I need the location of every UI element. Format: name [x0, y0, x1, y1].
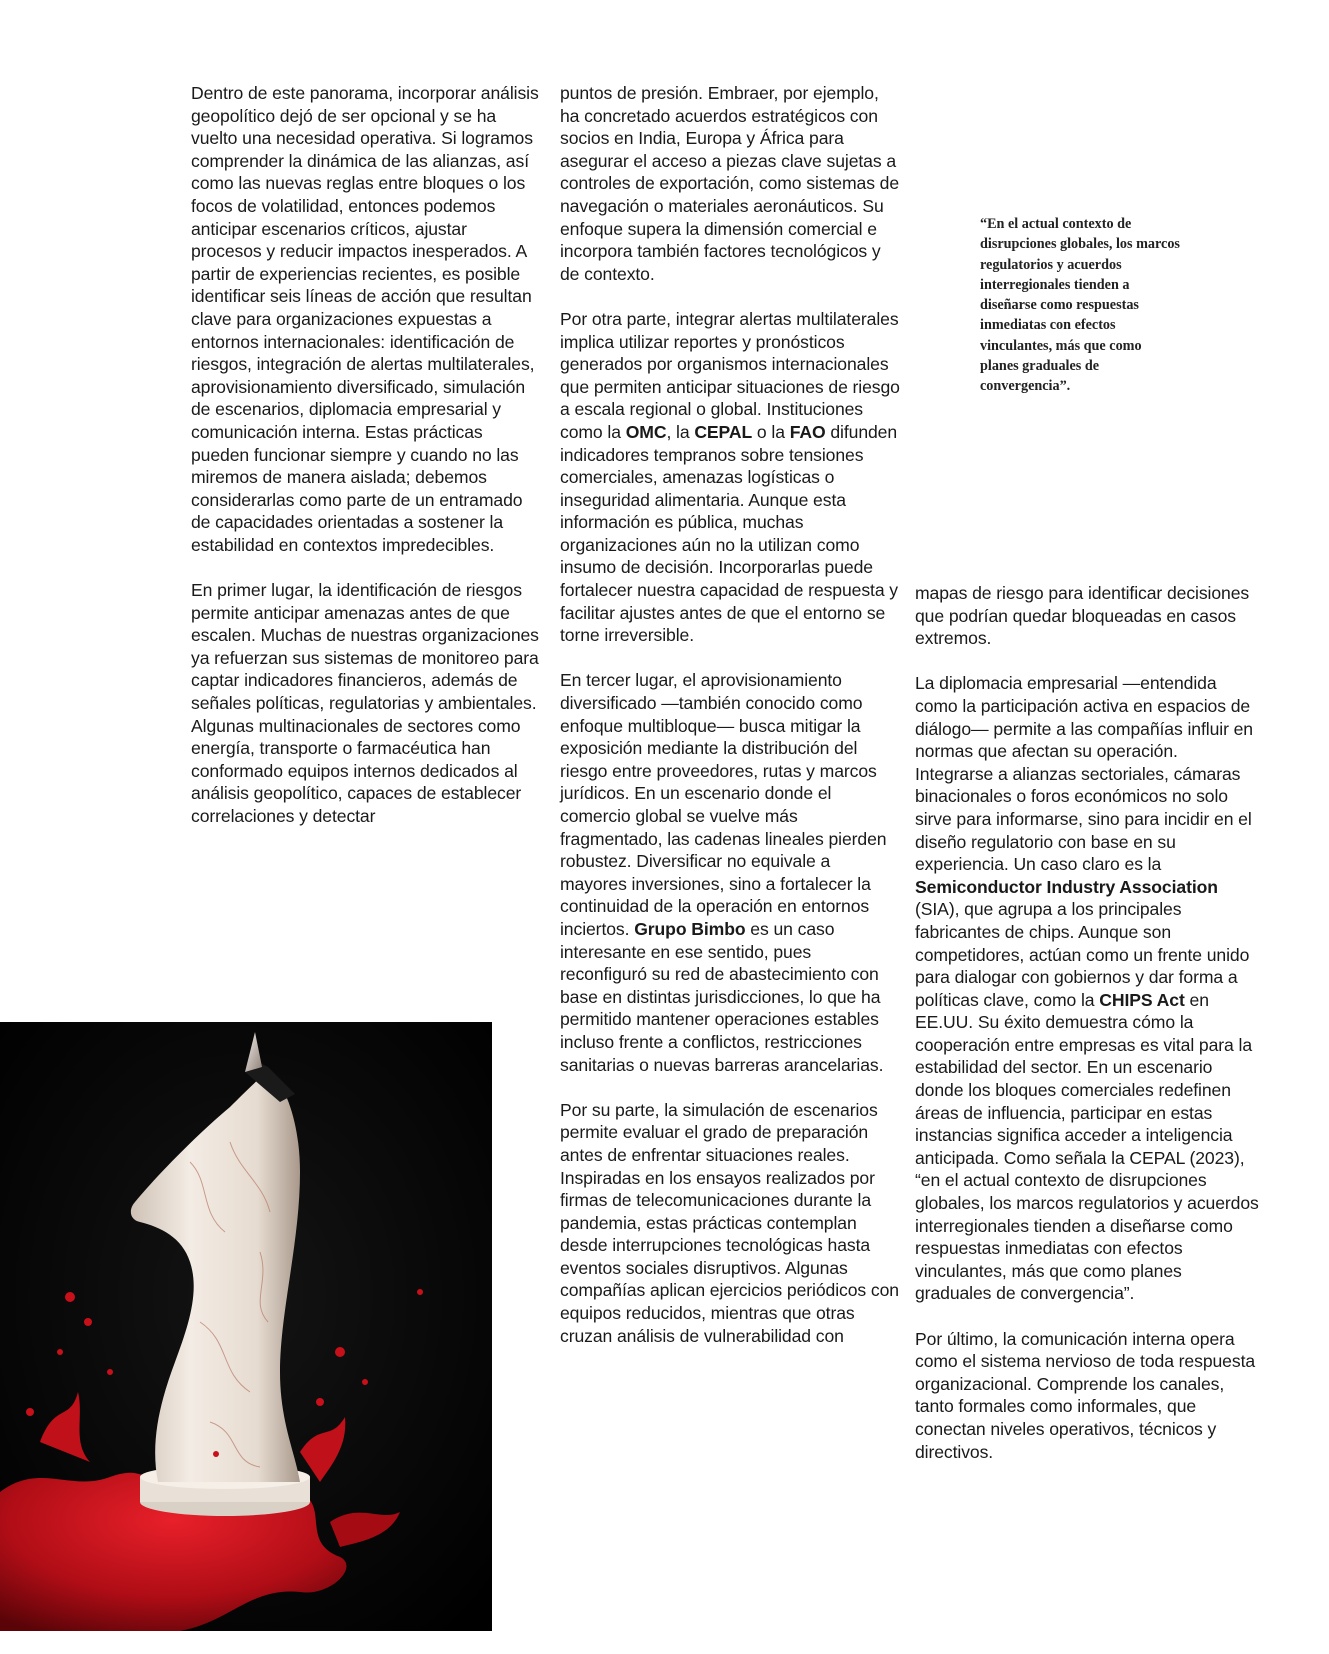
org-name-sia: Semiconductor Industry Association — [915, 876, 1218, 897]
paragraph: En primer lugar, la identificación de riesgos permite anticipar amenazas antes de que escalen. Muchas de nuestras organizaciones ya refuerzan sus sistemas de monitoreo para captar indicadores financieros, además de señales políticas, regulatorias y ambientales. Algunas multinacionales de sectores como energía, transporte o farmacéutica han conformado equipos internos dedicados al análisis geopolítico, capaces de establecer correlaciones y detectar — [191, 580, 539, 826]
article-column-3 — [915, 582, 1260, 1463]
pull-quote: “En el actual contexto de disrupciones globales, los marcos regulatorios y acuerdos interregionales tienden a diseñarse como respuestas inmediatas con efectos vinculantes, más que como planes graduales de convergencia”. — [980, 216, 1180, 395]
paragraph: Por otra parte, integrar alertas multilaterales implica utilizar reportes y pronósticos generados por organismos internacionales que permiten anticipar situaciones de riesgo a escala regional o global. Instituciones como la OMC, la CEPAL o la FAO difunden indicadores tempranos sobre tensiones comerciales, amenazas logísticas o inseguridad alimentaria. Aunque esta información es pública, muchas organizaciones aún no la utilizan como insumo de decisión. Incorporarlas puede fortalecer nuestra capacidad de respuesta y facilitar ajustes antes de que el entorno se torne irreversible. — [560, 308, 900, 646]
chess-knight-illustration — [0, 1022, 492, 1631]
law-name-chips-act: CHIPS Act — [1099, 989, 1185, 1010]
article-column-2 — [560, 82, 900, 1347]
article-column-1 — [191, 82, 541, 828]
company-name-bimbo: Grupo Bimbo — [634, 918, 746, 939]
paragraph: mapas de riesgo para identificar decisiones que podrían quedar bloqueadas en casos extremos. — [915, 583, 1250, 649]
paragraph: En tercer lugar, el aprovisionamiento diversificado —también conocido como enfoque multibloque— busca mitigar la exposición mediante la distribución del riesgo entre proveedores, rutas y marcos jurídicos. En un escenario donde el comercio global se vuelve más fragmentado, las cadenas lineales pierden robustez. Diversificar no equivale a mayores inversiones, sino a fortalecer la continuidad de la operación en entornos inciertos. Grupo Bimbo es un caso interesante en ese sentido, pues reconfiguró su red de abastecimiento con base en distintas jurisdicciones, lo que ha permitido mantener operaciones estables incluso frente a conflictos, restricciones sanitarias o nuevas barreras arancelarias. — [560, 670, 887, 1075]
org-name-fao: FAO — [789, 421, 826, 442]
paragraph: Dentro de este panorama, incorporar análisis geopolítico dejó de ser opcional y se ha vuelto una necesidad operativa. Si logramos comprender la dinámica de las alianzas, así como las nuevas reglas entre bloques o los focos de volatilidad, entonces podemos anticipar escenarios críticos, ajustar procesos y reducir impactos inesperados. A partir de experiencias recientes, es posible identificar seis líneas de acción que resultan clave para organizaciones expuestas a entornos internacionales: identificación de riesgos, integración de alertas multilaterales, aprovisionamiento diversificado, simulación de escenarios, diplomacia empresarial y comunicación interna. Estas prácticas pueden funcionar siempre y cuando no las miremos de manera aislada; debemos considerarlas como parte de un entramado de capacidades orientadas a sostener la estabilidad en contextos impredecibles. — [191, 83, 539, 555]
chess-knight-photo — [0, 1022, 492, 1631]
org-name-omc: OMC — [625, 421, 667, 442]
paragraph: La diplomacia empresarial —entendida como la participación activa en espacios de diálogo— permite a las compañías influir en normas que afectan su operación. Integrarse a alianzas sectoriales, cámaras binacionales o foros económicos no solo sirve para informarse, sino para incidir en el diseño regulatorio con base en su experiencia. Un caso claro es la Semiconductor Industry Association (SIA), que agrupa a los principales fabricantes de chips. Aunque son competidores, actúan como un frente unido para dialogar con gobiernos y dar forma a políticas clave, como la CHIPS Act en EE.UU. Su éxito demuestra cómo la cooperación entre empresas es vital para la estabilidad del sector. En un escenario donde los bloques comerciales redefinen áreas de influencia, participar en estas instancias significa acceder a inteligencia anticipada. Como señala la CEPAL (2023), “en el actual contexto de disrupciones globales, los marcos regulatorios y acuerdos interregionales tienden a diseñarse como respuestas inmediatas con efectos vinculantes, más que como planes graduales de convergencia”. — [915, 673, 1259, 1304]
org-name-cepal: CEPAL — [694, 421, 753, 442]
paragraph: puntos de presión. Embraer, por ejemplo, ha concretado acuerdos estratégicos con socios en India, Europa y África para asegurar el acceso a piezas clave sujetas a controles de exportación, como sistemas de navegación o materiales aeronáuticos. Su enfoque supera la dimensión comercial e incorpora también factores tecnológicos y de contexto. — [560, 83, 900, 284]
paragraph: Por su parte, la simulación de escenarios permite evaluar el grado de preparación antes de enfrentar situaciones reales. Inspiradas en los ensayos realizados por firmas de telecomunicaciones durante la pandemia, estas prácticas contemplan desde interrupciones tecnológicas hasta eventos sociales disruptivos. Algunas compañías aplican ejercicios periódicos con equipos reducidos, mientras que otras cruzan análisis de vulnerabilidad con — [560, 1099, 899, 1346]
paragraph: Por último, la comunicación interna opera como el sistema nervioso de toda respuesta organizacional. Comprende los canales, tanto formales como informales, que conectan niveles operativos, técnicos y directivos. — [915, 1328, 1256, 1462]
